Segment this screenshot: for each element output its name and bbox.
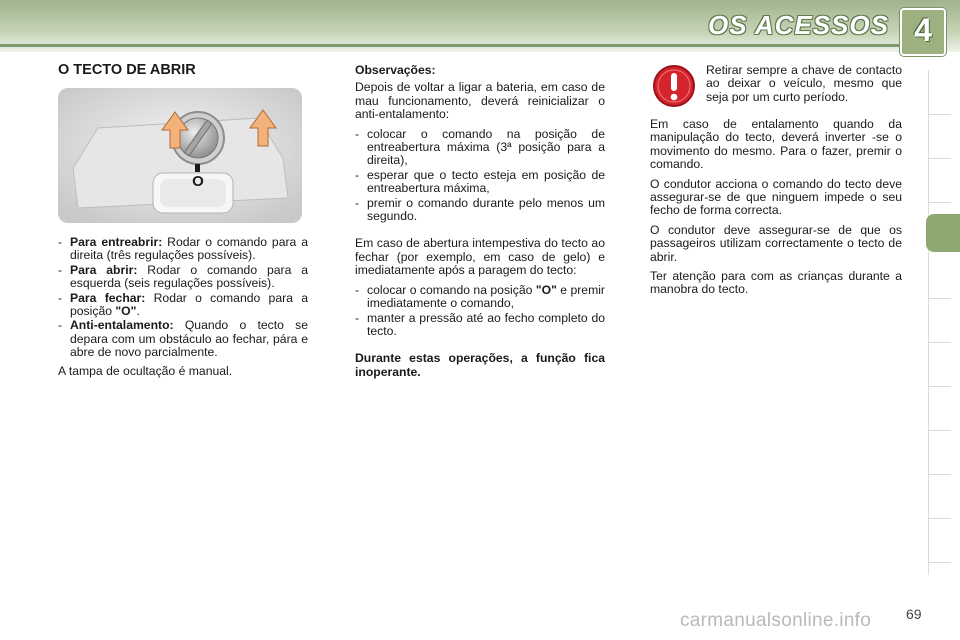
left-bullet-list (58, 236, 308, 360)
warning-icon (652, 64, 696, 108)
list-item: - Para abrir: Rodar o comando para a esquerda (seis regulações possíveis). (58, 264, 308, 291)
figure-label-o: O (192, 173, 204, 190)
chapter-tab-divider (929, 386, 951, 387)
page-number: 69 (906, 606, 922, 622)
chapter-tabs (928, 70, 951, 575)
cover-note: A tampa de ocultação é manual. (58, 363, 233, 378)
list-item: - premir o comando durante pelo menos um segundo. (355, 197, 605, 224)
list-item: - esperar que o tecto esteja em posição de entreabertura máxima, (355, 169, 605, 196)
chapter-tab-divider (929, 342, 951, 343)
bold-note: Durante estas operações, a função fica inoperante. (355, 351, 605, 379)
chapter-tab-divider (929, 114, 951, 115)
reset-steps-list (355, 128, 605, 224)
watermark: carmanualsonline.info (680, 610, 872, 631)
chapter-tab-active[interactable] (926, 214, 960, 252)
list-item: - Para fechar: Rodar o comando para a posição "O". (58, 292, 308, 319)
paragraph: Em caso de abertura intempestiva do tecto ao fechar (por exemplo, em caso de gelo) e imediatamente após a paragem do tecto: (355, 236, 605, 278)
list-item: - colocar o comando na posição "O" e premir imediatamente o comando, (355, 284, 605, 311)
list-item: - Para entreabrir: Rodar o comando para a direita (três regulações possíveis). (58, 236, 308, 263)
list-item: - Anti-entalamento: Quando o tecto se depara com um obstáculo ao fechar, pára e abre de novo parcialmente. (58, 319, 308, 359)
chapter-tab-divider (929, 562, 951, 563)
sunroof-control-illustration (58, 88, 302, 223)
chapter-tab-divider (929, 298, 951, 299)
left-column (58, 236, 308, 384)
chapter-number-badge (900, 8, 946, 56)
paragraph: O condutor acciona o comando do tecto deve assegurar-se de que ninguem impede o seu fecho de forma correcta. (650, 176, 902, 218)
observations-heading: Observações: (355, 63, 436, 77)
warning-text: Retirar sempre a chave de contacto ao deixar o veículo, mesmo que seja por um curto período. (706, 63, 902, 104)
middle-column (355, 64, 605, 385)
chapter-tab-divider (929, 518, 951, 519)
closing-steps-list (355, 284, 605, 339)
chapter-tab-divider (929, 430, 951, 431)
chapter-number: 4 (914, 12, 932, 48)
paragraph: Ter atenção para com as crianças durante a manobra do tecto. (650, 269, 902, 297)
section-title: O TECTO DE ABRIR (58, 62, 196, 78)
paragraph: Depois de voltar a ligar a bateria, em caso de mau funcionamento, deverá reinicializar o anti-entalamento: (355, 80, 605, 122)
paragraph: O condutor deve assegurar-se de que os passageiros utilizam correctamente o tecto de abrir. (650, 222, 902, 264)
chapter-tab-divider (929, 202, 951, 203)
list-item: - manter a pressão até ao fecho completo do tecto. (355, 312, 605, 339)
chapter-title: OS ACESSOS (708, 10, 889, 40)
list-item: - colocar o comando na posição de entreabertura máxima (3ª posição para a direita), (355, 128, 605, 168)
header-stripe (0, 44, 930, 47)
right-column (650, 118, 902, 303)
chapter-tab-divider (929, 158, 951, 159)
warning-box (706, 64, 902, 110)
paragraph: Em caso de entalamento quando da manipulação do tecto, deverá inverter -se o movimento do mesmo. Para o fazer, premir o comando. (650, 117, 902, 172)
chapter-tab-divider (929, 474, 951, 475)
